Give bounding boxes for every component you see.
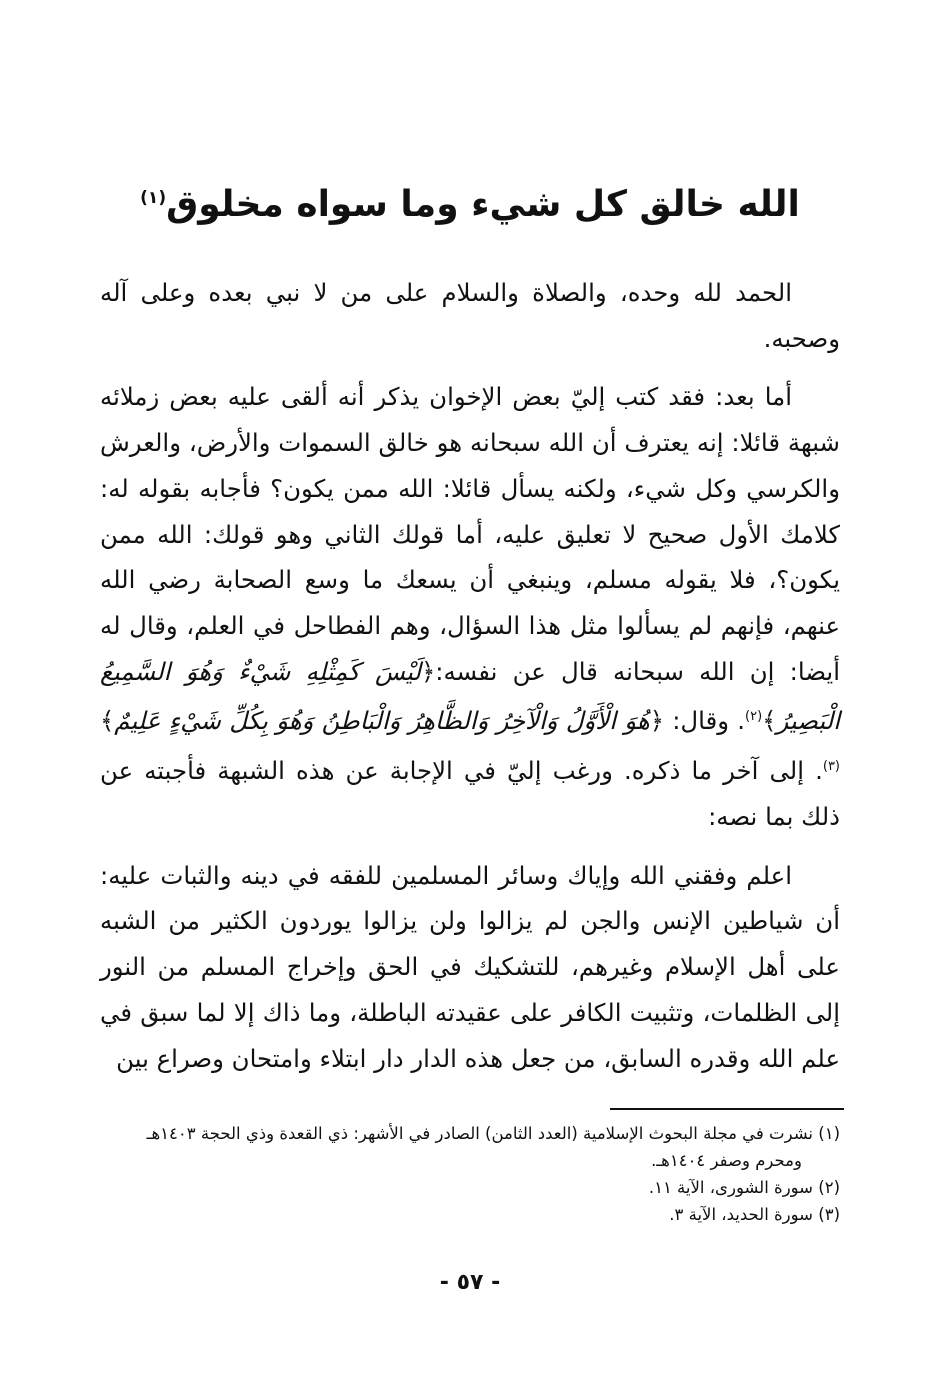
page-title bbox=[100, 168, 840, 235]
paragraph-end-text: . إلى آخر ما ذكره. ورغب إليّ في الإجابة عن هذه الشبهة فأجبته عن ذلك بما نصه: bbox=[100, 756, 840, 831]
verse-open-brace: ﴿ bbox=[420, 656, 436, 686]
footnote-1: (١) نشرت في مجلة البحوث الإسلامية (العدد الثامن) الصادر في الأشهر: ذي القعدة وذي الحجة ١٤٠٣هـ bbox=[146, 1124, 840, 1143]
paragraph-opening: الحمد لله وحده، والصلاة والسلام على من لا نبي بعده وعلى آله وصحبه. bbox=[100, 278, 840, 353]
verse-close-brace: ﴾ bbox=[762, 706, 777, 736]
verse-open-brace: ﴿ bbox=[649, 706, 664, 736]
paragraph-intro-text: أما بعد: فقد كتب إليّ بعض الإخوان يذكر أنه ألقى عليه بعض زملائه شبهة قائلا: إنه يعترف أن الله سبحانه هو خالق السموات والأرض، والعرش والكرسي وكل شيء، ولكنه يسأل قائلا: الله ممن يكون؟ فأجابه بقوله له: كلامك الأول صحيح لا تعليق عليه، أما قولك الثاني وهو قولك: الله ممن يكون؟، فلا يقوله مسلم، وينبغي أن يسعك ما وسع الصحابة رضي الله عنهم، فإنهم لم يسألوا مثل هذا السؤال، وهم الفطاحل في العلم، وقال له أيضا: إن الله سبحانه قال عن نفسه: bbox=[100, 382, 840, 686]
footnote-3: (٣) سورة الحديد، الآية ٣. bbox=[669, 1205, 840, 1224]
footnote-marker-3[interactable]: (٣) bbox=[822, 759, 840, 775]
title-footnote-marker[interactable]: (١) bbox=[140, 188, 167, 208]
quran-verse-shura: لَيْسَ كَمِثْلِهِ شَيْءٌ وَهُوَ السَّمِيعُ الْبَصِيرُ bbox=[100, 656, 840, 736]
quran-verse-hadid: هُوَ الْأَوَّلُ وَالْآخِرُ وَالظَّاهِرُ وَالْبَاطِنُ وَهُوَ بِكُلِّ شَيْءٍ عَلِيمٌ bbox=[114, 706, 650, 736]
title-text: الله خالق كل شيء وما سواه مخلوق bbox=[166, 184, 800, 225]
paragraph-question bbox=[100, 374, 840, 839]
footnote-2: (٢) سورة الشورى، الآية ١١. bbox=[648, 1178, 840, 1197]
page-number: - ٥٧ - bbox=[439, 1270, 501, 1295]
paragraph-mid-text: . وقال: bbox=[672, 706, 746, 736]
body-text bbox=[100, 270, 840, 1081]
verse-close-brace: ﴾ bbox=[100, 706, 115, 736]
footnotes bbox=[100, 1121, 840, 1229]
footnote-1-continuation: ومحرم وصفر ١٤٠٤هـ. bbox=[651, 1151, 802, 1170]
paragraph-answer: اعلم وفقني الله وإياك وسائر المسلمين للفقه في دينه والثبات عليه: أن شياطين الإنس والجن لم يزالوا ولن يزالوا يوردون الكثير من الشبه على أهل الإسلام وغيرهم، للتشكيك في الحق وإخراج المسلم من النور إلى الظلمات، وتثبيت الكافر على عقيدته الباطلة، وما ذاك إلا لما سبق في علم الله وقدره السابق، من جعل هذه الدار دار ابتلاء وامتحان وصراع بين bbox=[100, 860, 840, 1073]
footnote-separator bbox=[610, 1108, 844, 1110]
footnote-marker-2[interactable]: (٢) bbox=[745, 709, 763, 725]
